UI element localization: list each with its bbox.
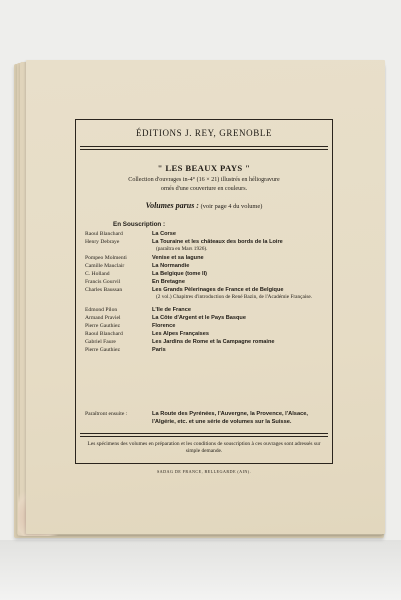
book-title [152, 238, 331, 254]
list-item [85, 330, 331, 338]
printer-imprint: SADAG DE FRANCE, BELLEGARDE (AIN). [156, 469, 252, 474]
author: Pompeo Molmenti [85, 254, 127, 261]
author: Armand Praviel [85, 314, 121, 321]
author: Edmond Pilon [85, 306, 118, 313]
book-title [152, 286, 331, 302]
divider-bottom-double [80, 436, 328, 437]
book-title: Florence [152, 323, 176, 330]
book-title-text: La Touraine et les châteaux des bords de la Loire [152, 239, 283, 246]
author: Francis Gourvil [85, 279, 121, 286]
subscription-label: En Souscription : [113, 221, 166, 228]
collection-line-1: Collection d'ouvrages in-4° (16 × 21) illustrés en héliogravure [128, 177, 280, 183]
list-item [85, 338, 331, 346]
divider-top [80, 146, 328, 147]
list-item [85, 286, 331, 302]
book-title: La Corse [152, 231, 176, 237]
volumes-note: (voir page 4 du volume) [200, 203, 263, 210]
list-item [85, 346, 331, 354]
author: Pierre Gauthiez [85, 323, 120, 330]
book-title: Venise et sa lagune [152, 254, 204, 261]
author: Henry Debraye [85, 239, 120, 246]
forthcoming-label: Paraîtront ensuite : [85, 411, 128, 417]
list-item [85, 238, 331, 254]
book-title: En Bretagne [152, 279, 185, 286]
book-title: L'Ile de France [152, 306, 191, 313]
list-item [85, 278, 331, 286]
author: C. Holland [85, 270, 110, 277]
series-title: " LES BEAUX PAYS " [157, 163, 251, 173]
book-title: La Normandie [152, 262, 190, 269]
list-item [85, 262, 331, 270]
table-surface [0, 540, 401, 600]
author: Raoul Blanchard [85, 331, 123, 338]
divider-top-double [80, 149, 328, 150]
author: Gabriel Faure [85, 339, 116, 346]
list-item [85, 270, 331, 278]
list-item [85, 306, 331, 314]
author: Raoul Blanchard [85, 231, 123, 237]
forthcoming-text: La Route des Pyrénées, l'Auvergne, la Provence, l'Alsace, l'Algérie, etc. et une série de volumes sur la Suisse. [152, 411, 309, 425]
footnote: Les spécimens des volumes en préparation et les conditions de souscription à ces ouvrages sont adressés sur simple demande. [87, 441, 321, 455]
book-title-text: Les Grands Pèlerinages de France et de Belgique [152, 287, 284, 294]
author: Pierre Gauthiez [85, 347, 120, 354]
book-note: (paraîtra en Mars 1926). [156, 246, 208, 253]
book-title: Paris [152, 347, 166, 354]
divider-bottom [80, 433, 328, 434]
volumes-heading [84, 201, 324, 210]
book-list [85, 230, 331, 354]
book-title: Les Alpes Françaises [152, 331, 210, 338]
book-note: (2 vol.) Chapitres d'introduction de René Bazin, de l'Académie Française. [156, 294, 313, 301]
collection-description [84, 176, 324, 194]
author: Charles Baussan [85, 287, 123, 294]
volumes-label: Volumes parus : [145, 201, 199, 210]
forthcoming-section [85, 410, 325, 426]
list-item [85, 254, 331, 262]
book-title: Les Jardins de Rome et la Campagne romaine [152, 339, 275, 346]
list-item [85, 314, 331, 322]
book-title: La Côte d'Argent et le Pays Basque [152, 314, 246, 321]
publisher-heading: ÉDITIONS J. REY, GRENOBLE [135, 128, 273, 138]
author: Camille Mauclair [85, 262, 125, 269]
book-title: La Belgique (tome II) [152, 270, 208, 277]
list-item [85, 322, 331, 330]
collection-line-2: ornés d'une couverture en couleurs. [160, 186, 248, 192]
advertisement-frame [75, 119, 333, 464]
list-item [85, 230, 331, 238]
